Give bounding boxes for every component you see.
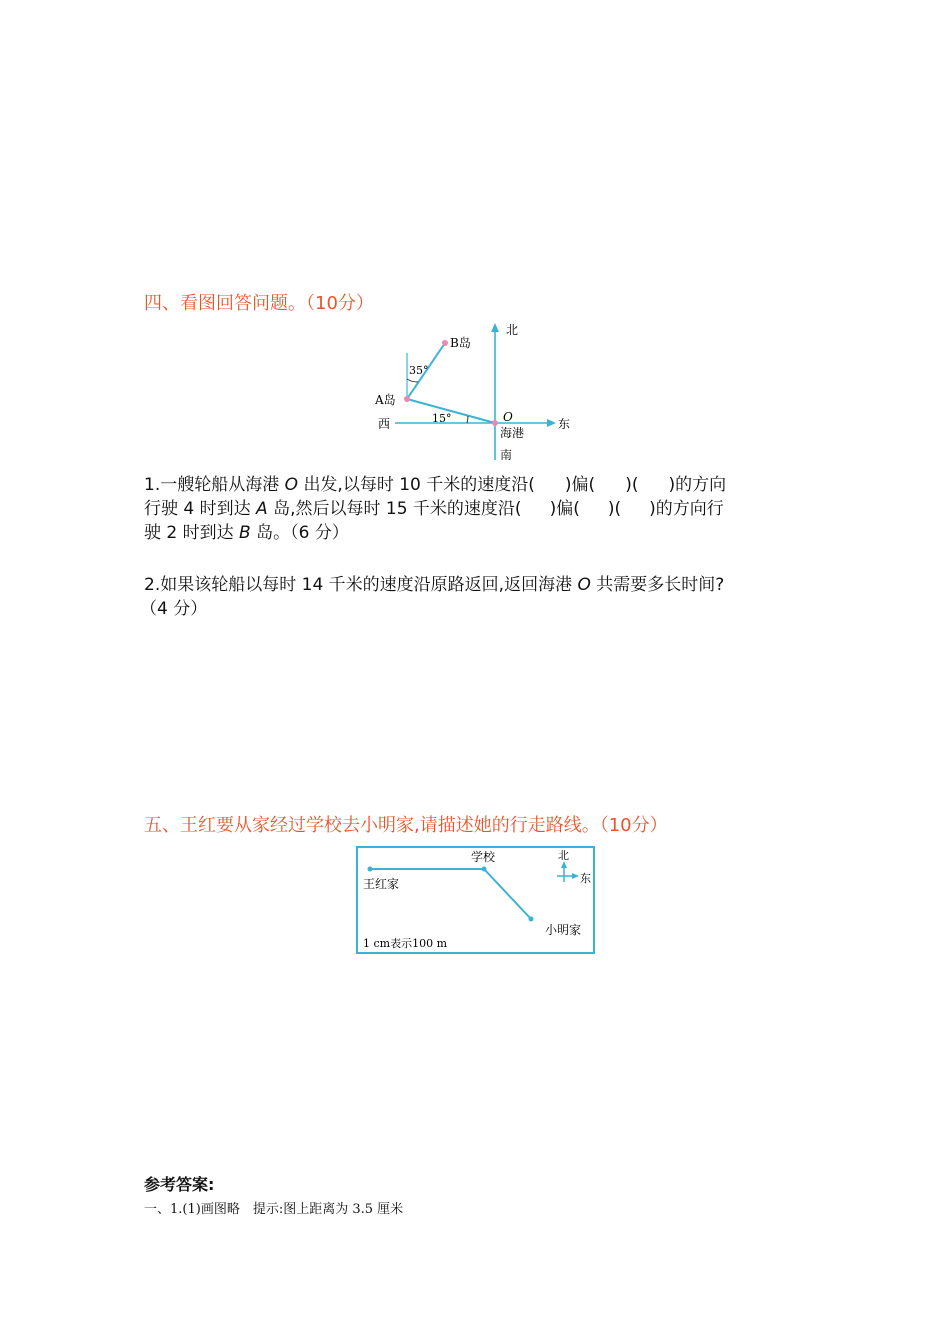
label-south: 南 — [500, 448, 513, 462]
label-map-east: 东 — [580, 872, 591, 885]
angle-arc-a — [407, 379, 418, 382]
label-east: 东 — [558, 417, 571, 431]
question-1-line-1: 1.一艘轮船从海港 O 出发,以每时 10 千米的速度沿( )偏( )( )的方向 — [144, 475, 727, 495]
label-origin: O — [503, 410, 513, 424]
angle-arc-o — [467, 416, 468, 423]
label-north: 北 — [506, 323, 519, 337]
label-island-b: B岛 — [450, 336, 471, 350]
question-2-line-1: 2.如果该轮船以每时 14 千米的速度沿原路返回,返回海港 O 共需要多长时间? — [144, 575, 725, 595]
point-school — [482, 867, 487, 872]
label-angle-a: 35° — [409, 364, 429, 377]
label-harbor: 海港 — [500, 426, 525, 440]
point-b — [442, 340, 448, 346]
label-map-north: 北 — [558, 849, 569, 862]
label-scale: 1 cm表示100 m — [363, 937, 448, 950]
label-angle-o: 15° — [432, 412, 452, 425]
label-island-a: A岛 — [375, 393, 396, 407]
label-home: 王红家 — [363, 877, 400, 891]
label-school: 学校 — [471, 850, 496, 864]
answers-title: 参考答案: — [144, 1175, 215, 1194]
question-1-line-2: 行驶 4 时到达 A 岛,然后以每时 15 千米的速度沿( )偏( )( )的方向行 — [144, 499, 724, 519]
question-1-line-3: 驶 2 时到达 B 岛。（6 分） — [144, 523, 349, 543]
section-5-title: 五、王红要从家经过学校去小明家,请描述她的行走路线。（10分） — [144, 815, 668, 836]
east-arrow — [547, 419, 556, 427]
point-xiaoming — [529, 917, 534, 922]
route-map — [356, 846, 596, 956]
section-4-title: 四、看图回答问题。（10分） — [144, 293, 374, 314]
point-a — [404, 396, 410, 402]
point-o — [492, 420, 498, 426]
direction-diagram — [370, 318, 590, 466]
point-home — [368, 867, 373, 872]
question-2-line-2: （4 分） — [140, 599, 208, 619]
label-xiaoming: 小明家 — [545, 923, 582, 937]
label-west: 西 — [378, 417, 391, 431]
answers-line-1: 一、1.(1)画图略 提示:图上距离为 3.5 厘米 — [144, 1202, 404, 1217]
north-arrow — [491, 323, 499, 332]
